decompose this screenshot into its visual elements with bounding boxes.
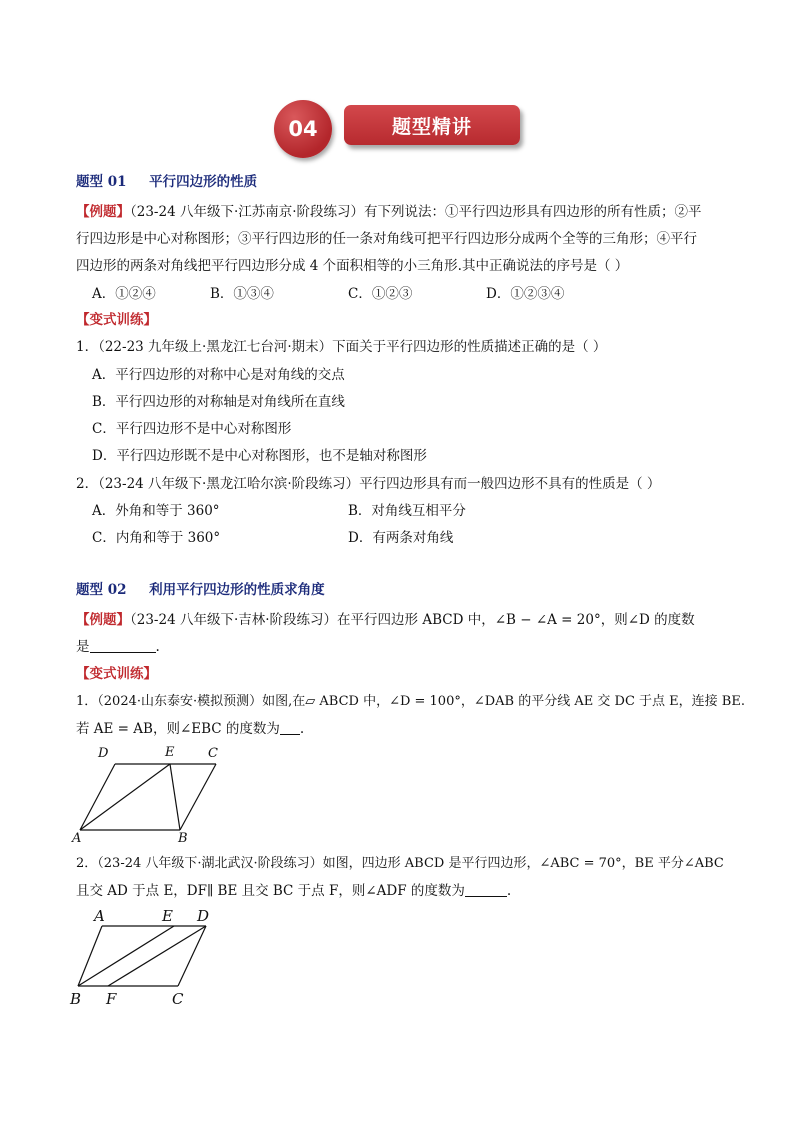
section2-q1-line2: 若 AE = AB，则∠EBC 的度数为 .	[76, 721, 305, 737]
label-e: E	[162, 907, 173, 925]
section1-q1-option-b: B．平行四边形的对称轴是对角线所在直线	[92, 394, 345, 410]
section1-q1-stem: 1．（22-23 九年级上·黑龙江七台河·期末）下面关于平行四边形的性质描述正确的是（ ）	[76, 339, 607, 355]
section-number-badge: 04	[274, 100, 332, 158]
section1-heading	[76, 172, 257, 192]
section1-q1-option-d: D．平行四边形既不是中心对称图形，也不是轴对称图形	[92, 448, 427, 464]
section2-example-line1: 【例题】（23-24 八年级下·吉林·阶段练习）在平行四边形 ABCD 中，∠B − ∠A = 20°，则∠D 的度数	[76, 612, 695, 628]
section2-training-tag: 【变式训练】	[76, 666, 157, 682]
section1-q2-option-d: D．有两条对角线	[348, 530, 454, 546]
section1-q2-option-b: B．对角线互相平分	[348, 503, 466, 519]
section2-title: 利用平行四边形的性质求角度	[149, 582, 325, 598]
section1-q2-option-c: C．内角和等于 360°	[92, 530, 221, 546]
section2-label: 题型 02	[76, 582, 127, 598]
segment-eb	[170, 764, 180, 830]
segment-cb	[180, 764, 216, 830]
section2-q1-line1: 1．（2024·山东泰安·模拟预测）如图,在▱ ABCD 中，∠D = 100°，∠DAB 的平分线 AE 交 DC 于点 E，连接 BE.	[76, 694, 745, 709]
label-e: E	[165, 745, 175, 760]
label-a: A	[72, 831, 82, 846]
section1-title: 平行四边形的性质	[149, 174, 258, 190]
section1-example-line3: 四边形的两条对角线把平行四边形分成 4 个面积相等的小三角形.其中正确说法的序号是（ ）	[76, 258, 629, 274]
section2-q2-line2: 且交 AD 于点 E，DF∥ BE 且交 BC 于点 F，则∠ADF 的度数为 .	[76, 883, 512, 899]
segment-ad	[80, 764, 115, 830]
section1-q1-option-c: C．平行四边形不是中心对称图形	[92, 421, 292, 437]
section1-example-option-d: D．①②③④	[486, 286, 565, 302]
segment-be	[78, 926, 174, 986]
segment-ba	[78, 926, 102, 986]
figure-2-svg	[66, 904, 226, 1014]
answer-blank	[280, 720, 300, 735]
section2-q2-line1: 2．（23-24 八年级下·湖北武汉·阶段练习）如图，四边形 ABCD 是平行四边形，∠ABC = 70°，BE 平分∠ABC	[76, 856, 724, 871]
segment-ae	[80, 764, 170, 830]
section-header	[270, 98, 530, 160]
figure-1-svg	[68, 740, 228, 846]
section1-q2-option-a: A．外角和等于 360°	[92, 503, 220, 519]
section1-training-tag: 【变式训练】	[76, 312, 157, 328]
label-a: A	[94, 907, 105, 925]
section1-example-line2: 行四边形是中心对称图形；③平行四边形的任一条对角线可把平行四边形分成两个全等的三角形；④平行	[76, 231, 697, 247]
label-b: B	[70, 990, 82, 1008]
section2-heading	[76, 580, 325, 600]
section1-example-line1: 【例题】（23-24 八年级下·江苏南京·阶段练习）有下列说法：①平行四边形具有四边形的所有性质；②平	[76, 204, 702, 220]
segment-fd	[108, 926, 206, 986]
answer-blank	[465, 882, 507, 897]
section1-example-option-a: A．①②④	[92, 286, 156, 302]
section1-q1-option-a: A．平行四边形的对称中心是对角线的交点	[92, 367, 345, 383]
label-f: F	[106, 990, 117, 1008]
label-b: B	[178, 831, 188, 846]
section1-example-option-b: B．①③④	[210, 286, 274, 302]
section1-example-option-c: C．①②③	[348, 286, 413, 302]
section-title-banner: 题型精讲	[344, 105, 520, 145]
label-c: C	[208, 746, 218, 761]
label-c: C	[172, 990, 184, 1008]
section2-example-line2: 是 .	[76, 639, 160, 655]
label-d: D	[197, 907, 210, 925]
answer-blank	[90, 638, 156, 653]
example-tag: 【例题】	[76, 204, 130, 220]
label-d: D	[98, 746, 109, 761]
section1-label: 题型 01	[76, 174, 127, 190]
section1-q2-stem: 2．（23-24 八年级下·黑龙江哈尔滨·阶段练习）平行四边形具有而一般四边形不具有的性质是（ ）	[76, 476, 661, 492]
example-tag: 【例题】	[76, 612, 130, 628]
figure-parallelogram-abcd-2	[66, 904, 226, 1018]
figure-parallelogram-abcd-1	[68, 740, 228, 850]
